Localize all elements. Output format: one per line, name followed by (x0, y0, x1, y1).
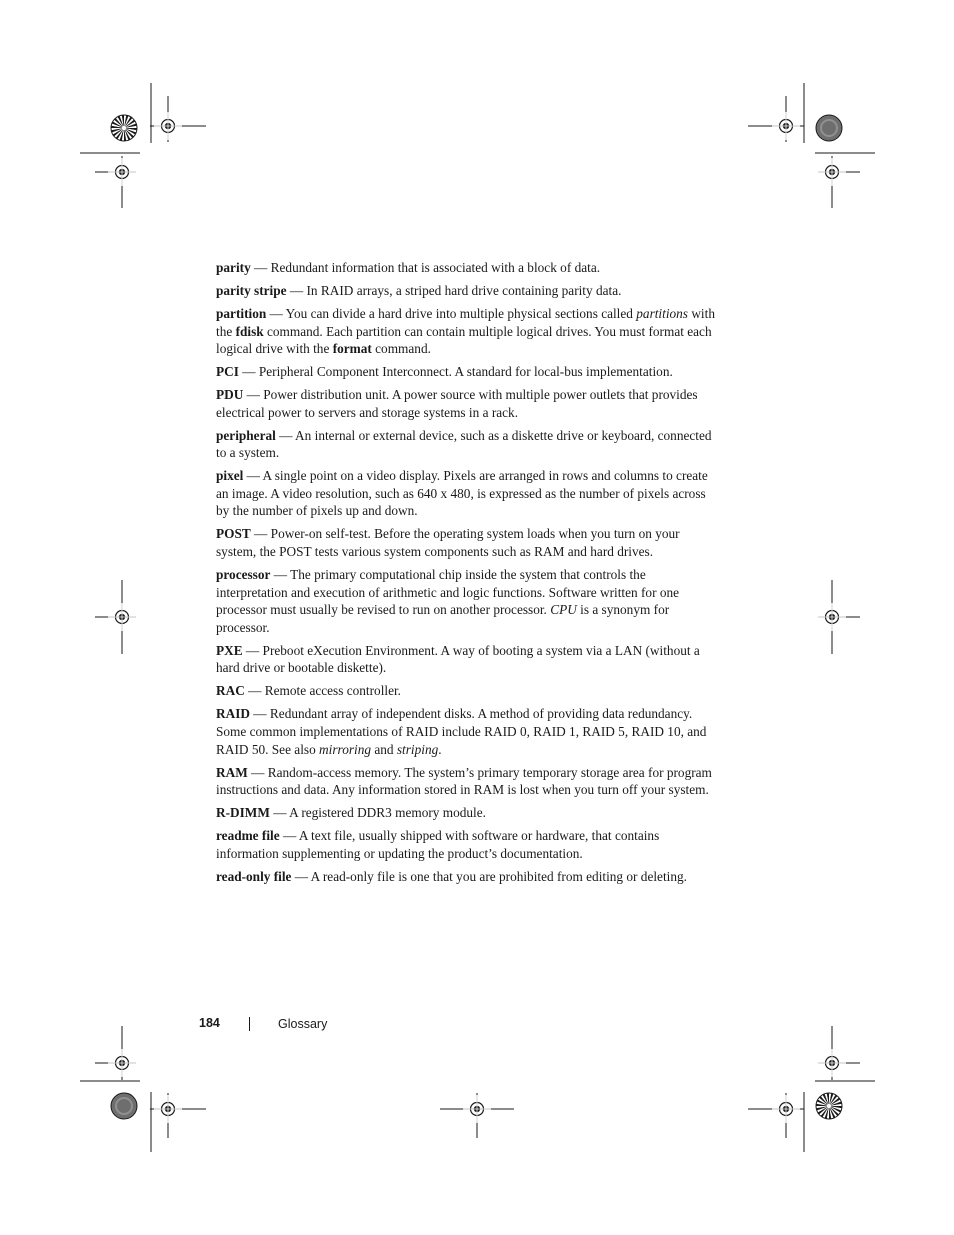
glossary-entry (216, 282, 716, 300)
italic-term: partitions (636, 305, 688, 321)
glossary-term: PCI (216, 364, 239, 380)
glossary-entries (216, 259, 716, 891)
page-number: 184 (199, 1016, 220, 1030)
glossary-entry (216, 566, 716, 636)
glossary-term: parity (216, 260, 251, 275)
definition-text: command. (371, 341, 431, 357)
glossary-entry (216, 804, 716, 822)
glossary-entry (216, 386, 716, 421)
registration-target-icon (108, 603, 136, 631)
glossary-entry (216, 764, 716, 799)
starburst-center (827, 1104, 831, 1108)
glossary-term: pixel (216, 468, 244, 484)
definition-text: — Power distribution unit. A power source with multiple power outlets that provides electrical power to servers and storage systems in a rack. (216, 387, 698, 420)
definition-text: — Redundant array of independent disks. A method of providing data redundancy. Some common implementations of RAID include RAID 0, RAID 1, RAID 5, RAID 10, and RAID 50. See also (216, 706, 707, 757)
definition-text: — An internal or external device, such as a diskette drive or keyboard, connected to a system. (216, 427, 712, 461)
glossary-entry (216, 259, 716, 277)
glossary-term: RAID (216, 706, 250, 722)
definition-text: — A text file, usually shipped with software or hardware, that contains information supplementing or updating the product’s documentation. (216, 828, 660, 861)
footer-separator (249, 1017, 250, 1031)
registration-target-icon (154, 1095, 182, 1123)
definition-text: . (438, 741, 442, 757)
glossary-entry (216, 363, 716, 381)
glossary-entry (216, 682, 716, 700)
definition-text: and (371, 741, 397, 757)
glossary-term: PDU (216, 387, 244, 403)
definition-text: — Preboot eXecution Environment. A way of booting a system via a LAN (without a hard drive or bootable diskette). (216, 642, 700, 676)
definition-text: — Remote access controller. (244, 683, 401, 699)
glossary-entry (216, 868, 716, 886)
definition-text: — Power-on self-test. Before the operating system loads when you turn on your system, the POST tests various system components such as RAM and hard drives. (216, 526, 680, 560)
italic-term: striping (396, 741, 439, 757)
registration-target-icon (108, 1049, 136, 1077)
definition-text: — A registered DDR3 memory module. (269, 805, 486, 821)
glossary-entry (216, 305, 716, 358)
definition-text: — Peripheral Component Interconnect. A standard for local-bus implementation. (238, 364, 673, 380)
glossary-entry (216, 642, 716, 677)
registration-target-icon (463, 1095, 491, 1123)
starburst-center (122, 126, 126, 130)
page-footer (0, 1014, 954, 1034)
glossary-term: parity stripe (216, 282, 287, 298)
glossary-term: POST (216, 526, 251, 542)
glossary-term: partition (216, 305, 267, 321)
grey-disc-icon (816, 115, 842, 141)
definition-text: — Redundant information that is associated with a block of data. (250, 260, 601, 275)
glossary-entry (216, 827, 716, 862)
command-name: fdisk (235, 323, 264, 339)
registration-target-icon (772, 112, 800, 140)
glossary-entry (216, 705, 716, 758)
definition-text: — The primary computational chip inside the system that controls the interpretation and execution of arithmetic and logic functions. Software written for one processor must usually be revised to run on another processor. (216, 567, 680, 618)
grey-disc-icon (111, 1093, 137, 1119)
definition-text: is a synonym for processor. (216, 602, 670, 635)
registration-target-icon (818, 1049, 846, 1077)
glossary-term: RAC (216, 683, 245, 699)
italic-term: mirroring (319, 741, 372, 757)
definition-text: — A single point on a video display. Pixels are arranged in rows and columns to create an image. A video resolution, such as 640 x 480, is expressed as the number of pixels across by the number of pixels up and down. (216, 468, 708, 519)
italic-term: CPU (550, 602, 577, 618)
definition-text: command. Each partition can contain multiple logical drives. You must format each logical drive with the (216, 323, 712, 357)
glossary-entry (216, 525, 716, 560)
registration-target-icon (108, 158, 136, 186)
definition-text: — A read-only file is one that you are prohibited from editing or deleting. (291, 868, 687, 884)
glossary-term: R-DIMM (216, 805, 270, 821)
definition-text: — Random-access memory. The system’s primary temporary storage area for program instructions and data. Any information stored in RAM is lost when you turn off your system. (216, 764, 712, 798)
registration-target-icon (154, 112, 182, 140)
glossary-term: RAM (216, 764, 248, 780)
glossary-term: PXE (216, 642, 243, 658)
command-name: format (332, 341, 372, 357)
definition-text: — You can divide a hard drive into multiple physical sections called (266, 305, 637, 321)
glossary-entry (216, 467, 716, 520)
registration-target-icon (772, 1095, 800, 1123)
definition-text: — In RAID arrays, a striped hard drive containing parity data. (286, 282, 622, 298)
glossary-entry (216, 427, 716, 462)
glossary-term: peripheral (216, 427, 276, 443)
glossary-term: readme file (216, 828, 280, 844)
registration-target-icon (818, 603, 846, 631)
registration-target-icon (818, 158, 846, 186)
glossary-term: processor (216, 567, 271, 583)
definition-text: with the (216, 305, 715, 339)
section-name: Glossary (278, 1017, 328, 1031)
glossary-term: read-only file (216, 868, 292, 884)
